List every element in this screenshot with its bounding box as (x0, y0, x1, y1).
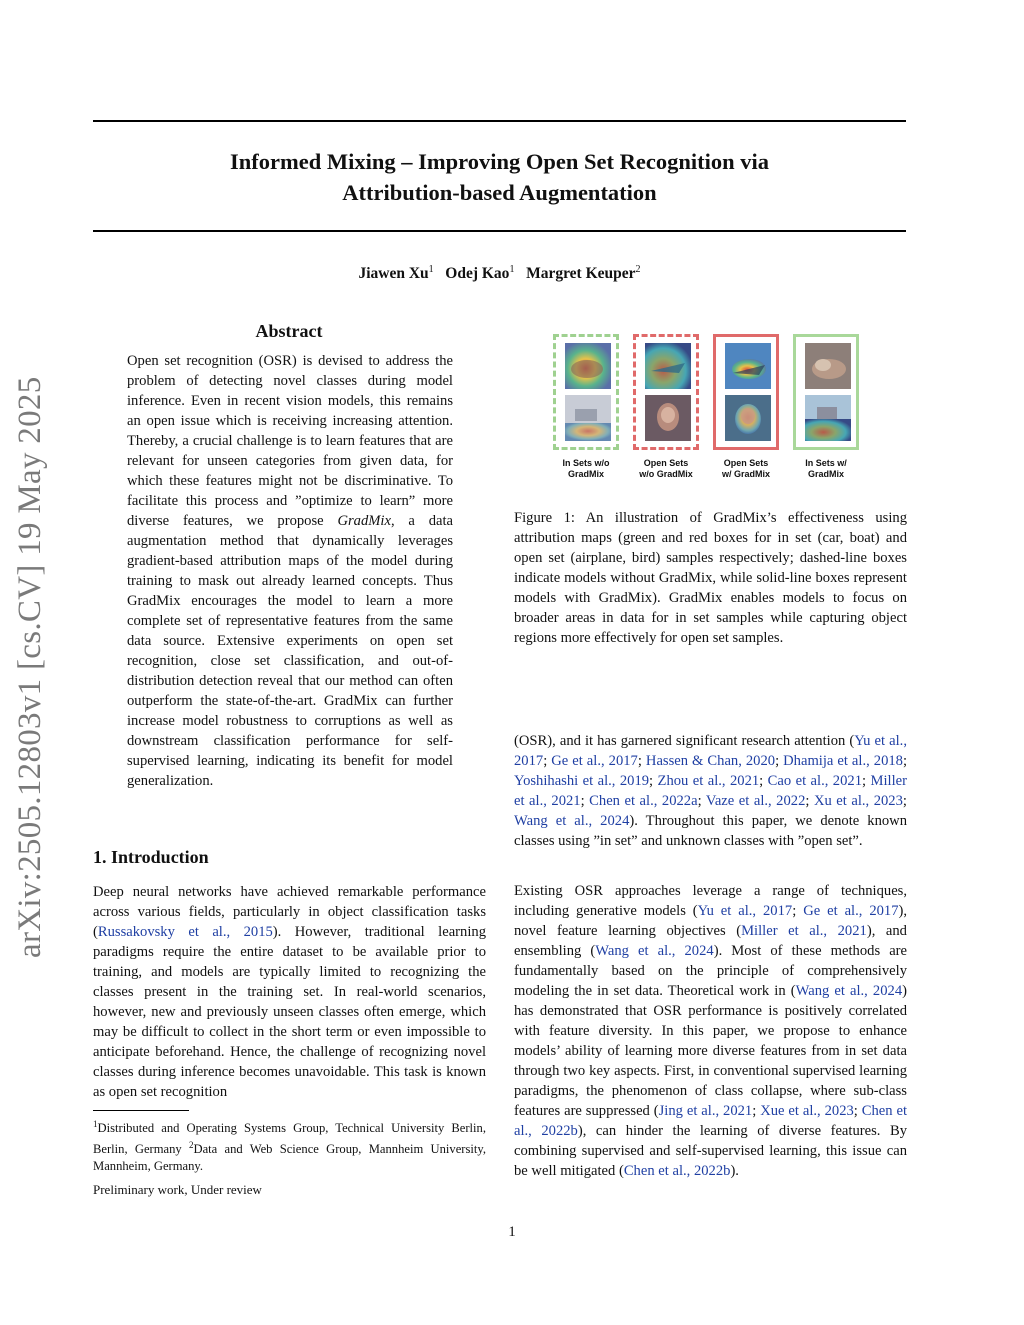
citation-link[interactable]: Zhou et al., 2021 (657, 773, 760, 789)
title-line-2: Attribution-based Augmentation (342, 180, 657, 205)
citation-link[interactable]: Vaze et al., 2022 (705, 793, 806, 809)
author-affiliation: 1 (428, 264, 434, 275)
bird-attribution-map (725, 395, 771, 441)
boat-attribution-map (805, 395, 851, 441)
figure-caption: Figure 1: An illustration of GradMix’s effectiveness using attribution maps (green and red boxes for in set (car, boat) and open set (airplane, bird) samples respectively; dashed-line boxes indicate models without GradMix, while solid-line boxes represent models with GradMix). GradMix enables models to focus on broader areas in data for in set samples while capturing object regions more effectively for open set samples. (514, 510, 907, 646)
bird-attribution-map (645, 395, 691, 441)
top-rule (93, 120, 906, 122)
intro-paragraph: Deep neural networks have achieved remarkable performance across various fields, particularly in object classification tasks (Russakovsky et al., 2015). However, traditional learning paradigms require the entire dataset to be available prior to training, and models are typically limited to recognizing the classes present in the training set. In real-world scenarios, however, new and previously unseen classes often emerge, which may be difficult to collect in the short term or even impossible to anticipate beforehand. Hence, the challenge of recognizing novel classes during inference becomes unavoidable. This task is known as open set recognition (93, 884, 486, 1100)
figure-1 (553, 334, 868, 484)
paper-title (93, 146, 906, 208)
title-line-1: Informed Mixing – Improving Open Set Recognition via (230, 149, 769, 174)
citation-link[interactable]: Xu et al., 2023 (813, 793, 903, 809)
figure-label: In Sets w/ GradMix (805, 458, 847, 479)
open-sets-without-gradmix-box (633, 334, 699, 450)
open-sets-with-gradmix-box (713, 334, 779, 450)
abstract-heading: Abstract (255, 321, 323, 341)
figure-label: In Sets w/o GradMix (562, 458, 610, 479)
citation-link[interactable]: Hassen & Chan, 2020 (645, 753, 776, 769)
figure-label: Open Sets w/o GradMix (639, 458, 693, 479)
boat-attribution-map (565, 395, 611, 441)
in-sets-without-gradmix-box (553, 334, 619, 450)
author-name: Odej Kao (445, 265, 510, 283)
citation-link[interactable]: Wang et al., 2024 (595, 943, 714, 959)
section-heading-introduction: 1. Introduction (93, 847, 209, 867)
author-name: Jiawen Xu (358, 265, 429, 283)
title-bottom-rule (93, 230, 906, 232)
airplane-attribution-map (645, 343, 691, 389)
author-affiliation: 1 (509, 264, 515, 275)
footnote-rule (93, 1110, 189, 1111)
page-number: 1 (508, 1224, 516, 1240)
citation-link[interactable]: Jing et al., 2021 (658, 1103, 753, 1119)
citation-link[interactable]: Chen et al., 2022b (623, 1163, 731, 1179)
existing-approaches-paragraph: Existing OSR approaches leverage a range of techniques, including generative models (Yu et al., 2017; Ge et al., 2017), novel feature learning objectives (Miller et al., 2021), and ensembling (Wang et al., 2024). Most of these methods are fundamentally based on the principle of comprehensively modeling the in set data. Theoretical work in (Wang et al., 2024) has demonstrated that OSR performance is positively correlated with feature diversity. In this paper, we propose to enhance models’ ability of learning more diverse features from in set data through two key aspects. First, in conventional supervised learning paradigms, the phenomenon of class collapse, where sub-class features are suppressed (Jing et al., 2021; Xue et al., 2023; Chen et al., 2022b), can hinder the learning of diverse features. By combining supervised and self-supervised learning, this issue can be well mitigated (Chen et al., 2022b). (514, 883, 908, 1179)
airplane-attribution-map (725, 343, 771, 389)
author-affiliation: 2 (635, 264, 641, 275)
citation-link[interactable]: Yu et al., 2017 (697, 903, 793, 919)
citation-link[interactable]: Chen et al., 2022b (514, 1103, 908, 1139)
citation-link[interactable]: Russakovsky et al., 2015 (97, 924, 273, 940)
method-name: GradMix (337, 513, 391, 529)
citation-link[interactable]: Chen et al., 2022a (589, 793, 698, 809)
citation-link[interactable]: Yoshihashi et al., 2019 (514, 773, 650, 789)
author-list (93, 264, 906, 283)
citation-link[interactable]: Ge et al., 2017 (551, 753, 638, 769)
citation-link[interactable]: Yu et al., 2017 (514, 733, 907, 769)
osr-paragraph: (OSR), and it has garnered significant research attention (Yu et al., 2017; Ge et al., 2017; Hassen & Chan, 2020; Dhamija et al., 2018; Yoshihashi et al., 2019; Zhou et al., 2021; Cao et al., 2021; Miller et al., 2021; Chen et al., 2022a; Vaze et al., 2022; Xu et al., 2023; Wang et al., 2024). Throughout this paper, we denote known classes using ”in set” and unknown classes with ”open set”. (514, 733, 908, 849)
preliminary-note: Preliminary work, Under review (93, 1182, 262, 1197)
car-attribution-map (565, 343, 611, 389)
arxiv-identifier: arXiv:2505.12803v1 [cs.CV] 19 May 2025 (12, 376, 48, 958)
affiliation-footnote: $^1$Distributed and Operating Systems Group, Technical University Berlin, Berlin, Germany $^2$Data and Web Science Group, Mannheim University, Mannheim, Germany. (93, 1119, 487, 1174)
in-sets-with-gradmix-box (793, 334, 859, 450)
citation-link[interactable]: Ge et al., 2017 (803, 903, 899, 919)
citation-link[interactable]: Wang et al., 2024 (795, 983, 903, 999)
car-attribution-map (805, 343, 851, 389)
citation-link[interactable]: Miller et al., 2021 (514, 773, 907, 809)
author-name: Margret Keuper (526, 265, 636, 283)
citation-link[interactable]: Miller et al., 2021 (741, 923, 867, 939)
citation-link[interactable]: Cao et al., 2021 (767, 773, 862, 789)
citation-link[interactable]: Wang et al., 2024 (514, 813, 630, 829)
figure-label: Open Sets w/ GradMix (721, 458, 770, 479)
citation-link[interactable]: Xue et al., 2023 (760, 1103, 854, 1119)
abstract-text: Open set recognition (OSR) is devised to address the problem of detecting novel classes during model inference. Even in recent vision models, this remains an open issue which is receiving increasing attention. Thereby, a crucial challenge is to learn features that are relevant for unseen categories from given data, for which these features might not be discriminative. To facilitate this process and ”optimize to learn” more diverse features, we propose GradMix, a data augmentation method that dynamically leverages gradient-based attribution maps of the model during training to mask out already learned concepts. Thus GradMix encourages the model to learn a more complete set of representative features from the same data source. Extensive experiments on open set recognition, close set classification, and out-of-distribution detection reveal that our method can often outperform the state-of-the-art. GradMix can further increase model robustness to corruptions as well as downstream classification performance for self-supervised learning, indicating its benefit for model generalization. (127, 353, 453, 789)
citation-link[interactable]: Dhamija et al., 2018 (783, 753, 903, 769)
